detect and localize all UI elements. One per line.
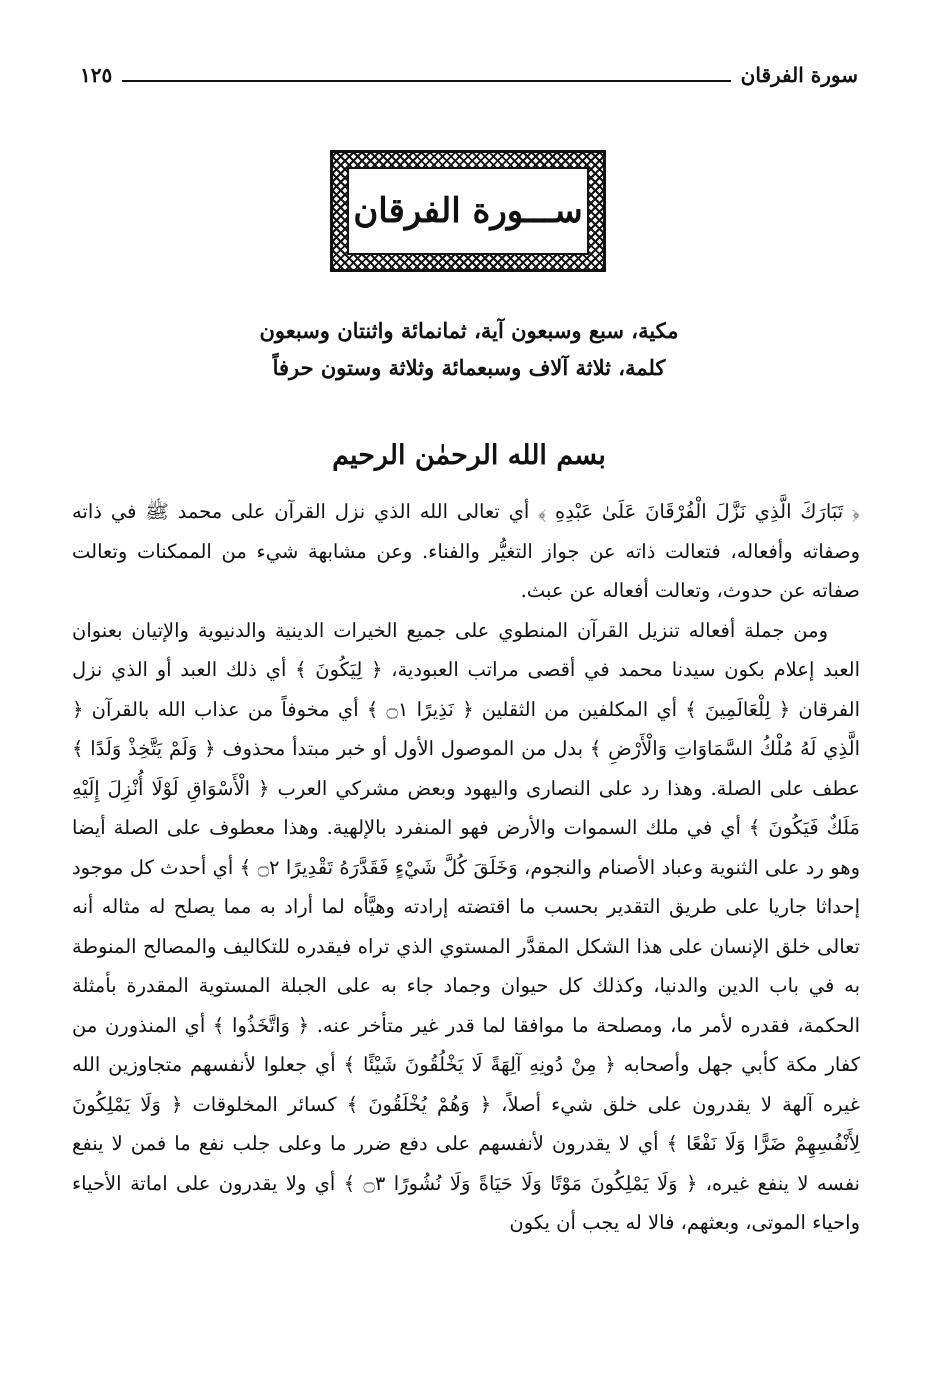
paragraph-1: ﴿ تَبَارَكَ الَّذِي نَزَّلَ الْفُرْقَانَ عَلَىٰ عَبْدِهِ ﴾ أي تعالى الله الذي نزل القرآن على محمد ﷺ في ذاته وصفاته وأفعاله، فتعالت ذاته عن جواز التغيُّر والفناء. وعن مشابهة شيء من الممكنات وتعالت صفاته عن حدوث، وتعالت أفعاله عن عبث. [72, 500, 860, 602]
surah-title: ســـورة الفرقان [353, 191, 583, 231]
basmala: بسم الله الرحمٰن الرحيم [332, 440, 606, 471]
surah-info [120, 312, 818, 386]
running-header-surah-name: سورة الفرقان [740, 63, 858, 87]
surah-info-line-1: مكية، سبع وسبعون آية، ثمانمائة واثنتان وسبعون [259, 318, 679, 343]
surah-title-box [347, 167, 589, 255]
surah-title-frame [330, 150, 606, 272]
page-number: ١٢٥ [80, 63, 113, 87]
commentary-body [72, 492, 860, 1243]
surah-info-line-2: كلمة، ثلاثة آلاف وسبعمائة وثلاثة وستون حرفاً [272, 355, 666, 380]
paragraph-2: ومن جملة أفعاله تنزيل القرآن المنطوي على جميع الخيرات الدينية والدنيوية والإتيان بعنوان العبد إعلام بكون سيدنا محمد في أقصى مراتب العبودية، ﴿ لِيَكُونَ ﴾ أي ذلك العبد أو الذي نزل الفرقان ﴿ لِلْعَالَمِينَ ﴾ أي المكلفين من الثقلين ﴿ نَذِيرًا ۝١ ﴾ أي مخوفاً من عذاب الله بالقرآن ﴿ الَّذِي لَهُ مُلْكُ السَّمَاوَاتِ وَالْأَرْضِ ﴾ بدل من الموصول الأول أو خبر مبتدأ محذوف ﴿ وَلَمْ يَتَّخِذْ وَلَدًا ﴾ عطف على الصلة. وهذا رد على النصارى واليهود وبعض مشركي العرب ﴿ الْأَسْوَاقِ لَوْلَا أُنْزِلَ إِلَيْهِ مَلَكٌ فَيَكُونَ ﴾ أي في ملك السموات والأرض فهو المنفرد بالإلهية. وهذا معطوف على الصلة أيضا وهو رد على الثنوية وعباد الأصنام والنجوم، وَخَلَقَ كُلَّ شَيْءٍ فَقَدَّرَهُ تَقْدِيرًا ۝٢ ﴾ أي أحدث كل موجود إحداثا جاريا على طريق التقدير بحسب ما اقتضته إرادته وهيَّأه لما أراد به مما يصلح له مثاله أنه تعالى خلق الإنسان على هذا الشكل المقدَّر المستوي الذي تراه فيقدره للتكاليف والمصالح المنوطة به في باب الدين والدنيا، وكذلك كل حيوان وجماد جاء به على الجبلة المستوية المقدرة بأمثلة الحكمة، فقدره لأمر ما، ومصلحة ما موافقا لما قدر غير متأخر عنه. ﴿ وَاتَّخَذُوا ﴾ أي المنذورن من كفار مكة كأبي جهل وأصحابه ﴿ مِنْ دُونِهِ آلِهَةً لَا يَخْلُقُونَ شَيْئًا ﴾ أي جعلوا لأنفسهم متجاوزين الله غيره آلهة لا يقدرون على خلق شيء أصلاً، ﴿ وَهُمْ يُخْلَقُونَ ﴾ كسائر المخلوقات ﴿ وَلَا يَمْلِكُونَ لِأَنْفُسِهِمْ ضَرًّا وَلَا نَفْعًا ﴾ أي لا يقدرون لأنفسهم على دفع ضرر ما وعلى جلب نفع ما فمن لا ينفع نفسه لا ينفع غيره، ﴿ وَلَا يَمْلِكُونَ مَوْتًا وَلَا حَيَاةً وَلَا نُشُورًا ۝٣ ﴾ أي ولا يقدرون على اماتة الأحياء واحياء الموتى، وبعثهم، فالا له يجب أن يكون [72, 618, 861, 1234]
header-rule [122, 68, 730, 82]
running-header [80, 58, 858, 92]
